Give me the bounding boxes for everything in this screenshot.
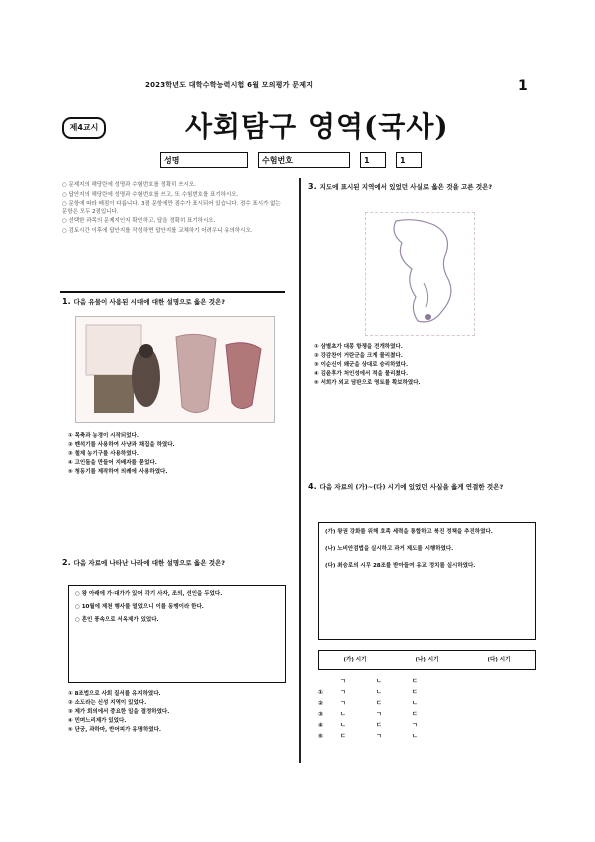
question-3 — [308, 182, 536, 192]
period-badge: 제4교시 — [62, 117, 106, 139]
choice[interactable]: ② 소도라는 신성 지역이 있었다. — [68, 700, 147, 706]
instruction-item: ○ 답안지의 해당란에 성명과 수험번호를 쓰고, 또 수험번호를 표기하시오. — [62, 191, 239, 198]
answer-row[interactable]: ③ ㄴ ㄱ ㄷ — [318, 711, 418, 718]
choice[interactable]: ④ 민며느리제가 있었다. — [68, 718, 127, 724]
instruction-item: ○ 선택한 과목의 문제지인지 확인하고, 답을 정확히 표기하시오. — [62, 218, 216, 224]
section-rule — [60, 291, 285, 293]
artifact-illustration — [76, 317, 274, 422]
class-label: 1 — [400, 156, 406, 165]
choice[interactable]: ④ 김윤후가 처인성에서 적을 물리쳤다. — [314, 371, 409, 377]
choice[interactable]: ① 8조법으로 사회 질서를 유지하였다. — [68, 691, 161, 697]
map-image — [365, 212, 475, 336]
column-divider — [299, 178, 301, 763]
source-line: (다) 최승로의 시무 28조를 받아들여 유교 정치를 실시하였다. — [325, 563, 476, 569]
artifact-image — [75, 316, 275, 423]
choice[interactable]: ③ 철제 농기구를 사용하였다. — [68, 451, 139, 457]
choice[interactable]: ② 강감찬이 거란군을 크게 물리쳤다. — [314, 353, 403, 359]
question-number: 1. — [62, 297, 71, 306]
question-number: 4. — [308, 482, 317, 491]
choice[interactable]: ⑤ 단궁, 과하마, 반어피가 유명하였다. — [68, 727, 161, 733]
peninsula-map — [366, 213, 474, 335]
choice[interactable]: ④ 고인돌을 만들어 지배자를 묻었다. — [68, 460, 157, 466]
question-2-source-box — [68, 585, 286, 683]
source-line: (가) 왕권 강화를 위해 호족 세력을 통합하고 북진 정책을 추진하였다. — [325, 529, 493, 535]
answer-table-head: ㄱ ㄴ ㄷ — [340, 678, 418, 685]
grade-label: 1 — [364, 156, 370, 165]
answer-row[interactable]: ④ ㄴ ㄷ ㄱ — [318, 722, 418, 729]
answer-row[interactable]: ① ㄱ ㄴ ㄷ — [318, 689, 418, 696]
answer-row[interactable]: ⑤ ㄷ ㄱ ㄴ — [318, 733, 418, 740]
answer-row[interactable]: ② ㄱ ㄷ ㄴ — [318, 700, 418, 707]
question-number: 3. — [308, 182, 317, 191]
question-number: 2. — [62, 558, 71, 567]
answer-table — [318, 676, 448, 742]
name-field[interactable] — [160, 152, 248, 168]
question-2-prompt: 2. 다음 자료에 나타난 나라에 대한 설명으로 옳은 것은? — [62, 558, 226, 567]
table-header-cell: (나) 시기 — [415, 656, 439, 663]
question-1 — [62, 297, 287, 307]
period-table-header — [318, 650, 536, 670]
instruction-item: ○ 문항에 따라 배점이 다릅니다. 3점 문항에만 점수가 표시되어 있습니다. 점수 표시가 없는 문항은 모두 2점입니다. — [62, 201, 281, 215]
instruction-item: ○ 검토시간 이후에 답안지를 작성하면 답안지를 교체하기 어려우니 유의하시오. — [62, 227, 253, 234]
source-line: ○ 10월에 제천 행사를 열었으니 이를 동맹이라 한다. — [75, 604, 204, 610]
question-3-choices — [314, 343, 536, 388]
choice[interactable]: ① 삼별초가 대몽 항쟁을 전개하였다. — [314, 344, 403, 350]
question-1-choices — [68, 432, 290, 477]
student-info-row — [160, 152, 422, 170]
source-line: ○ 왕 아래에 가·대가가 있어 각기 사자, 조의, 선인을 두었다. — [75, 591, 223, 597]
name-label: 성명 — [164, 156, 180, 165]
exam-number-field[interactable] — [258, 152, 350, 168]
question-4-prompt: 4. 다음 자료의 (가)~(다) 시기에 있었던 사실을 옳게 연결한 것은? — [308, 482, 504, 491]
source-line: (나) 노비안검법을 실시하고 과거 제도를 시행하였다. — [325, 546, 454, 552]
choice[interactable]: ⑤ 청동기를 제작하여 의례에 사용하였다. — [68, 469, 168, 475]
question-2-choices — [68, 690, 290, 735]
choice[interactable]: ① 목축과 농경이 시작되었다. — [68, 433, 139, 439]
question-1-prompt: 1. 다음 유물이 사용된 시대에 대한 설명으로 옳은 것은? — [62, 297, 226, 306]
question-4 — [308, 482, 536, 492]
choice[interactable]: ⑤ 서희가 외교 담판으로 영토를 확보하였다. — [314, 380, 421, 386]
page-number: 1 — [518, 78, 528, 94]
page-title: 사회탐구 영역(국사) — [185, 110, 449, 143]
question-4-source-box — [318, 522, 536, 640]
instructions — [62, 182, 287, 237]
source-line: ○ 혼인 풍속으로 서옥제가 있었다. — [75, 617, 159, 623]
choice[interactable]: ③ 이순신이 왜군을 상대로 승리하였다. — [314, 362, 409, 368]
exam-number-label: 수험번호 — [262, 156, 293, 165]
question-2 — [62, 558, 287, 568]
choice[interactable]: ② 뗀석기를 사용하여 사냥과 채집을 하였다. — [68, 442, 175, 448]
table-header-cell: (다) 시기 — [487, 656, 511, 663]
choice[interactable]: ③ 제가 회의에서 중요한 일을 결정하였다. — [68, 709, 170, 715]
table-header-cell: (가) 시기 — [343, 656, 367, 663]
question-3-prompt: 3. 지도에 표시된 지역에서 있었던 사실로 옳은 것을 고른 것은? — [308, 182, 493, 191]
exam-header-line: 2023학년도 대학수학능력시험 6월 모의평가 문제지 — [145, 81, 314, 89]
instruction-item: ○ 문제지의 해당란에 성명과 수험번호를 정확히 쓰시오. — [62, 182, 196, 188]
class-field[interactable] — [396, 152, 422, 168]
grade-field[interactable] — [360, 152, 386, 168]
